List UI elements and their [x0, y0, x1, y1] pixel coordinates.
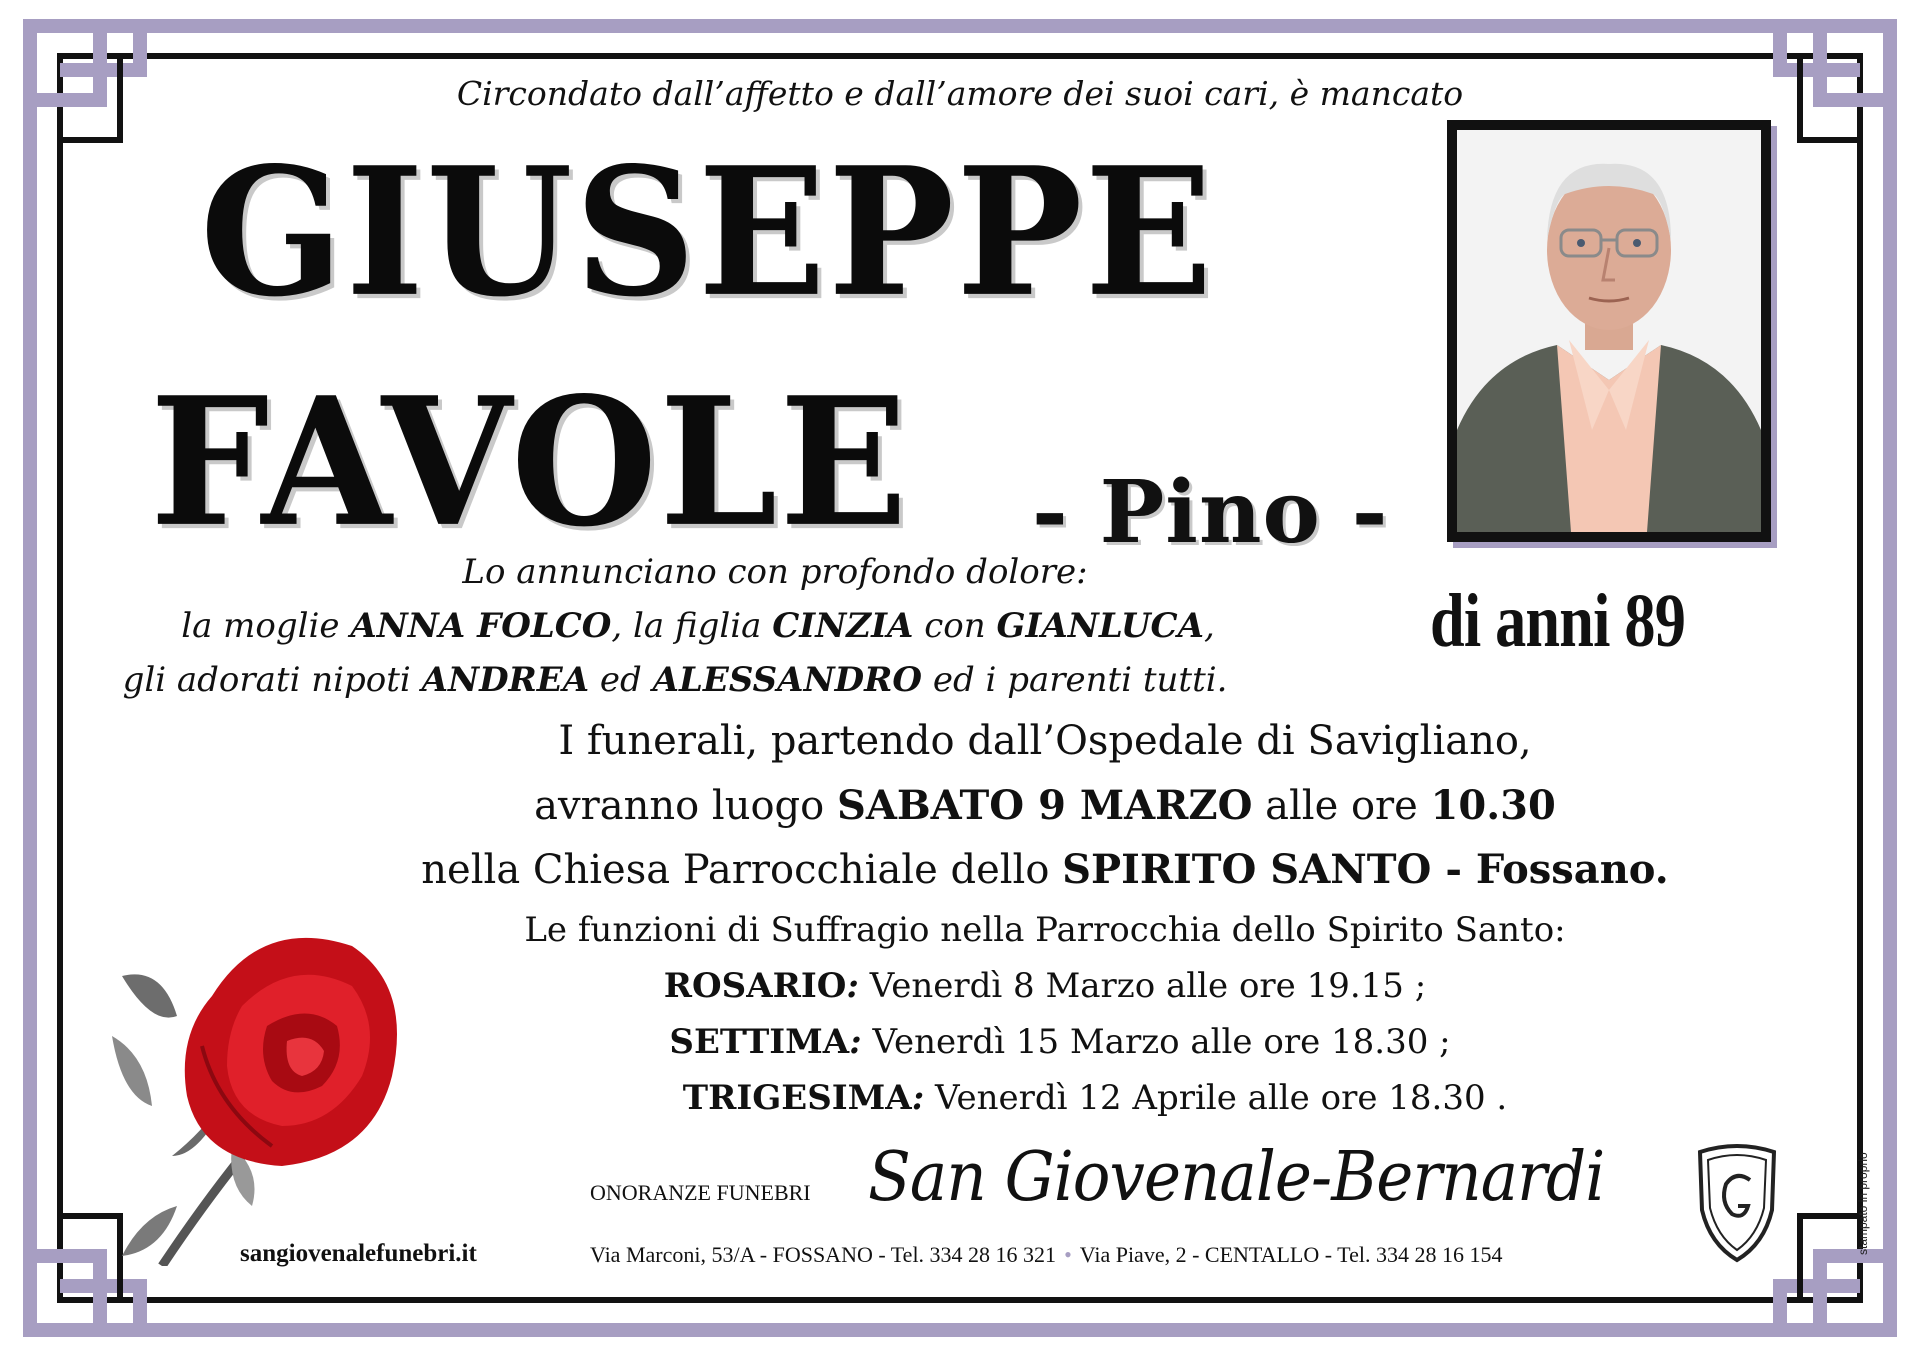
suffrage-text: Venerdì 8 Marzo alle ore 19.15 ; — [858, 966, 1427, 1006]
grandchild-name-2: ALESSANDRO — [652, 660, 923, 700]
last-name: FAVOLE — [150, 358, 910, 566]
funeral-line-1: I funerali, partendo dall’Ospedale di Savigliano, — [558, 718, 1532, 764]
text: , la figlia — [611, 606, 773, 646]
text: , — [1203, 606, 1215, 646]
text: gli adorati nipoti — [122, 660, 422, 700]
wife-name: ANNA FOLCO — [350, 606, 612, 646]
intro-text: Circondato dall’affetto e dall’amore dei suoi cari, è mancato — [456, 74, 1464, 113]
suffrage-text: Venerdì 12 Aprile alle ore 18.30 . — [924, 1078, 1508, 1118]
address-separator: • — [1064, 1242, 1072, 1267]
text: la moglie — [181, 606, 351, 646]
son-in-law-name: GIANLUCA — [996, 606, 1204, 646]
suffrage-label: TRIGESIMA — [682, 1078, 912, 1118]
suffrage-label: ROSARIO — [663, 966, 847, 1006]
suffrage-label: SETTIMA — [669, 1022, 850, 1062]
funeral-line-3 — [85, 846, 1920, 893]
church-name: SPIRITO SANTO - Fossano. — [1062, 846, 1669, 893]
suffrage-separator: : — [846, 966, 859, 1006]
portrait-frame — [1447, 120, 1771, 542]
agency-addresses — [590, 1242, 1502, 1268]
age: di anni 89 — [1430, 579, 1686, 663]
grandchild-name-1: ANDREA — [421, 660, 590, 700]
first-name: GIUSEPPE — [200, 128, 1215, 336]
funeral-time: 10.30 — [1430, 782, 1556, 829]
announcement-line-3 — [0, 660, 1635, 700]
announcement-line-1 — [0, 552, 1735, 592]
text: avranno luogo — [534, 783, 837, 829]
suffrage-separator: : — [911, 1078, 925, 1118]
funeral-date: SABATO 9 MARZO — [836, 782, 1253, 829]
text: ed — [589, 660, 653, 700]
printed-note: stampato in proprio — [1856, 1152, 1870, 1255]
daughter-name: CINZIA — [772, 606, 914, 646]
agency-name: San Giovenale-Bernardi — [868, 1138, 1605, 1217]
text: con — [913, 606, 997, 646]
portrait-photo — [1457, 130, 1761, 532]
announcement-line-2 — [0, 606, 1658, 646]
agency-website: sangiovenalefunebri.it — [240, 1240, 477, 1267]
rose-icon — [92, 906, 452, 1266]
agency-crest-icon — [1692, 1140, 1782, 1264]
suffrage-text: Venerdì 15 Marzo alle ore 18.30 ; — [861, 1022, 1451, 1062]
text: nella Chiesa Parrocchiale dello — [421, 847, 1063, 893]
nickname: - Pino - — [1032, 462, 1389, 563]
funeral-line-2 — [85, 782, 1920, 829]
address-fossano: Via Marconi, 53/A - FOSSANO - Tel. 334 28 16 321 — [590, 1242, 1057, 1267]
text: alle ore — [1252, 783, 1431, 829]
agency-label: ONORANZE FUNEBRI — [590, 1180, 811, 1205]
text: ed i parenti tutti. — [922, 660, 1228, 700]
announcement-text: Lo annunciano con profondo dolore: — [462, 552, 1088, 592]
suffrage-title: Le funzioni di Suffragio nella Parrocchia dello Spirito Santo: — [524, 910, 1566, 950]
address-centallo: Via Piave, 2 - CENTALLO - Tel. 334 28 16 154 — [1079, 1242, 1503, 1267]
suffrage-separator: : — [849, 1022, 862, 1062]
